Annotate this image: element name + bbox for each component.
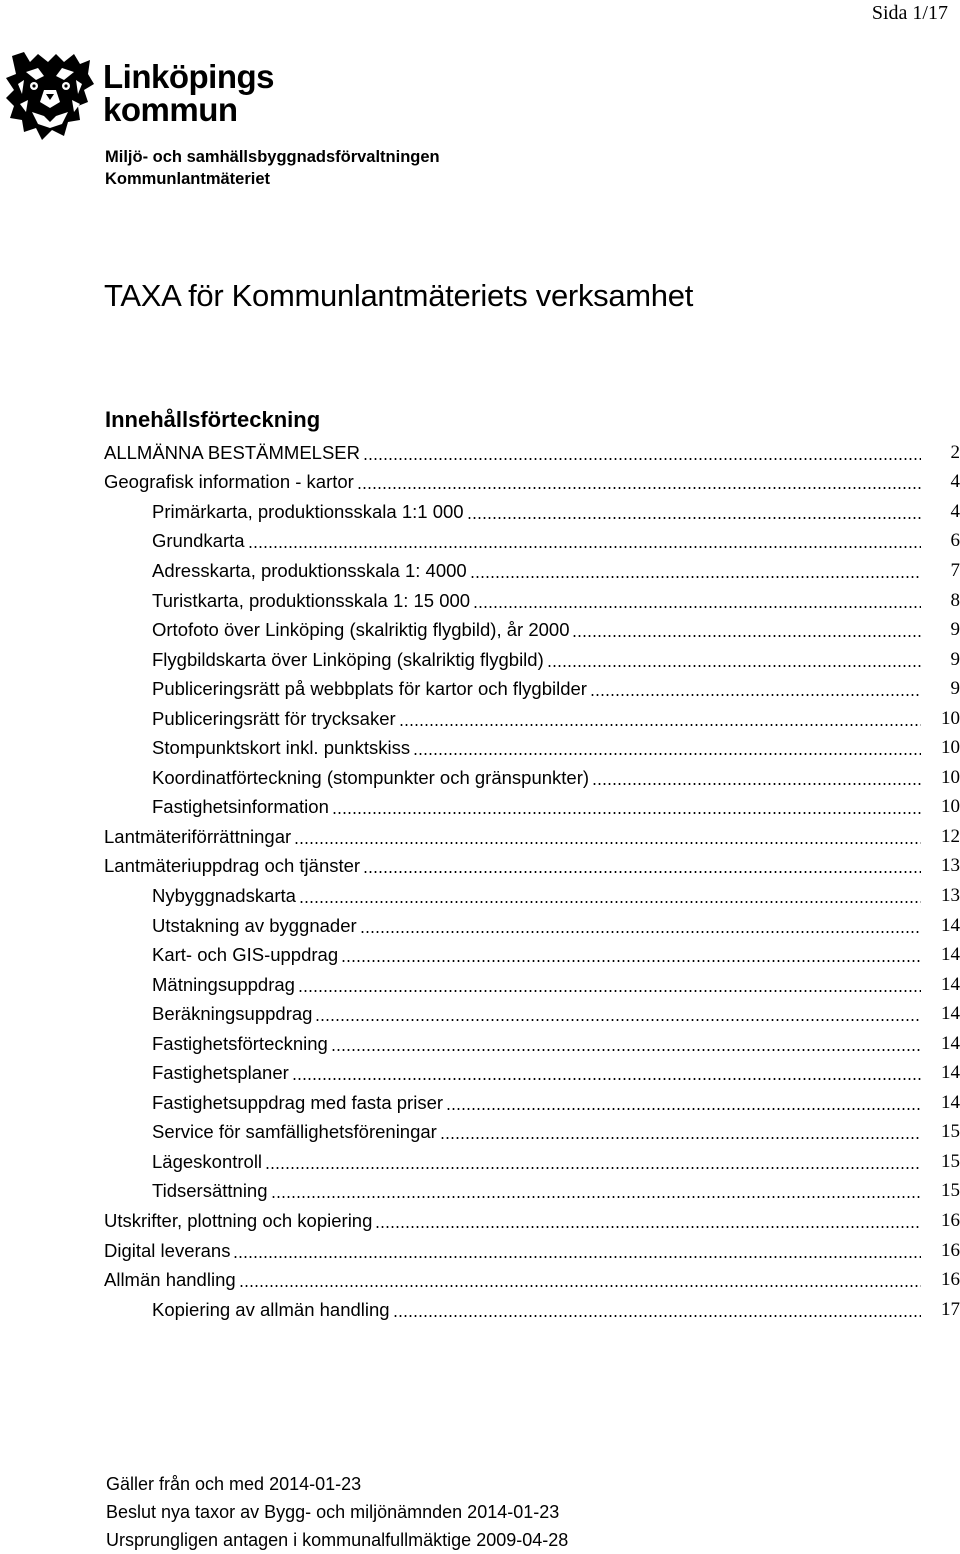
toc-entry-page: 13 (941, 884, 960, 906)
toc-entry-label: Turistkarta, produktionsskala 1: 15 000 (152, 589, 471, 611)
toc-entry[interactable] (0, 1295, 960, 1325)
toc-entry-page: 4 (950, 500, 960, 522)
toc-entry-page: 16 (941, 1209, 960, 1231)
toc-entry-page: 7 (950, 559, 960, 581)
toc-dot-leader (473, 606, 921, 608)
toc-dot-leader (399, 724, 921, 726)
toc-dot-leader (547, 665, 921, 667)
toc-entry-page: 9 (950, 678, 960, 700)
toc-entry-page: 14 (941, 1003, 960, 1025)
toc-entry-page: 12 (941, 825, 960, 847)
toc-entry[interactable] (0, 1236, 960, 1266)
toc-entry[interactable] (0, 497, 960, 527)
toc-entry-page: 16 (941, 1269, 960, 1291)
toc-entry[interactable] (0, 556, 960, 586)
toc-entry-page: 10 (941, 796, 960, 818)
unit-name: Kommunlantmäteriet (105, 170, 271, 188)
toc-entry-label: Fastighetsplaner (152, 1062, 289, 1084)
valid-from-text: Gäller från och med 2014-01-23 (106, 1474, 362, 1494)
toc-entry-label: Digital leverans (104, 1239, 231, 1261)
decision-text: Beslut nya taxor av Bygg- och miljönämnden 2014-01-23 (106, 1502, 560, 1522)
toc-entry[interactable] (0, 674, 960, 704)
toc-dot-leader (271, 1196, 921, 1198)
logo-line-1: Linköpings (103, 58, 274, 95)
toc-entry-page: 10 (941, 737, 960, 759)
toc-dot-leader (294, 842, 921, 844)
toc-entry-page: 16 (941, 1239, 960, 1261)
toc-dot-leader (265, 1167, 921, 1169)
toc-entry-page: 14 (941, 973, 960, 995)
toc-entry-page: 15 (941, 1121, 960, 1143)
toc-dot-leader (299, 901, 921, 903)
table-of-contents (0, 438, 960, 1324)
toc-entry-label: Kart- och GIS-uppdrag (152, 944, 339, 966)
toc-entry-label: Flygbildskarta över Linköping (skalriktig flygbild) (152, 648, 544, 670)
toc-dot-leader (248, 546, 921, 548)
toc-entry[interactable] (0, 911, 960, 941)
organization-block (105, 146, 440, 190)
toc-dot-leader (341, 960, 921, 962)
toc-entry[interactable] (0, 822, 960, 852)
toc-dot-leader (592, 783, 921, 785)
toc-entry[interactable] (0, 1088, 960, 1118)
toc-entry-label: Tidsersättning (152, 1180, 268, 1202)
toc-dot-leader (331, 1049, 921, 1051)
toc-dot-leader (393, 1315, 921, 1317)
toc-entry-label: Service för samfällighetsföreningar (152, 1121, 437, 1143)
toc-dot-leader (470, 576, 921, 578)
footer (106, 1470, 568, 1554)
toc-entry-label: Utskrifter, plottning och kopiering (104, 1209, 373, 1231)
toc-entry-label: ALLMÄNNA BESTÄMMELSER (104, 441, 360, 463)
toc-dot-leader (315, 1019, 921, 1021)
toc-entry[interactable] (0, 615, 960, 645)
toc-entry-page: 17 (941, 1298, 960, 1320)
toc-dot-leader (440, 1137, 921, 1139)
toc-entry-page: 14 (941, 914, 960, 936)
toc-dot-leader (298, 990, 921, 992)
toc-dot-leader (239, 1285, 921, 1287)
toc-entry[interactable] (0, 881, 960, 911)
toc-entry-page: 15 (941, 1180, 960, 1202)
toc-dot-leader (413, 753, 921, 755)
toc-entry-label: Lantmäteriuppdrag och tjänster (104, 855, 361, 877)
toc-entry-page: 8 (950, 589, 960, 611)
toc-heading: Innehållsförteckning (105, 407, 321, 432)
toc-entry-page: 14 (941, 1062, 960, 1084)
toc-entry-label: Adresskarta, produktionsskala 1: 4000 (152, 559, 467, 581)
toc-entry[interactable] (0, 645, 960, 675)
toc-entry-page: 10 (941, 766, 960, 788)
toc-entry-page: 14 (941, 1032, 960, 1054)
toc-dot-leader (292, 1078, 921, 1080)
toc-entry-page: 15 (941, 1150, 960, 1172)
toc-entry-page: 9 (950, 619, 960, 641)
toc-entry-label: Ortofoto över Linköping (skalriktig flygbild), år 2000 (152, 619, 570, 641)
toc-dot-leader (357, 487, 921, 489)
document-title: TAXA för Kommunlantmäteriets verksamhet (104, 278, 694, 313)
toc-dot-leader (467, 517, 921, 519)
toc-entry[interactable] (0, 793, 960, 823)
toc-entry-page: 14 (941, 1091, 960, 1113)
toc-entry-label: Grundkarta (152, 530, 245, 552)
toc-entry-label: Lantmäteriförrättningar (104, 825, 292, 847)
toc-entry-page: 4 (950, 471, 960, 493)
toc-dot-leader (360, 931, 921, 933)
toc-entry[interactable] (0, 586, 960, 616)
toc-entry-label: Beräkningsuppdrag (152, 1003, 313, 1025)
toc-entry-label: Kopiering av allmän handling (152, 1298, 390, 1320)
toc-entry[interactable] (0, 704, 960, 734)
linkoping-lion-crest-icon (4, 50, 96, 142)
toc-entry[interactable] (0, 1206, 960, 1236)
toc-entry[interactable] (0, 852, 960, 882)
toc-entry[interactable] (0, 970, 960, 1000)
toc-dot-leader (363, 458, 921, 460)
toc-dot-leader (590, 694, 921, 696)
toc-entry[interactable] (0, 1058, 960, 1088)
toc-entry-label: Koordinatförteckning (stompunkter och gränspunkter) (152, 766, 590, 788)
toc-dot-leader (375, 1226, 921, 1228)
toc-dot-leader (332, 812, 921, 814)
toc-entry[interactable] (0, 1177, 960, 1207)
toc-entry[interactable] (0, 438, 960, 468)
toc-entry[interactable] (0, 1265, 960, 1295)
toc-entry[interactable] (0, 999, 960, 1029)
page-number: Sida 1/17 (871, 2, 948, 24)
toc-dot-leader (572, 635, 921, 637)
toc-entry-label: Fastighetsförteckning (152, 1032, 328, 1054)
toc-entry[interactable] (0, 1118, 960, 1148)
toc-entry-label: Allmän handling (104, 1269, 236, 1291)
department-name: Miljö- och samhällsbyggnadsförvaltningen (105, 148, 440, 166)
toc-entry-label: Primärkarta, produktionsskala 1:1 000 (152, 500, 464, 522)
toc-entry-page: 6 (950, 530, 960, 552)
toc-entry-label: Nybyggnadskarta (152, 884, 296, 906)
logo-line-2: kommun (103, 91, 238, 128)
originally-adopted-text: Ursprungligen antagen i kommunalfullmäktige 2009-04-28 (106, 1530, 569, 1550)
toc-entry-label: Geografisk information - kartor (104, 471, 354, 493)
linkoping-kommun-logo (4, 50, 294, 142)
toc-entry-label: Mätningsuppdrag (152, 973, 295, 995)
logo-wordmark (103, 60, 274, 126)
toc-entry[interactable] (0, 733, 960, 763)
toc-entry[interactable] (0, 1147, 960, 1177)
toc-dot-leader (233, 1256, 921, 1258)
toc-entry[interactable] (0, 940, 960, 970)
toc-dot-leader (446, 1108, 921, 1110)
toc-entry-label: Stompunktskort inkl. punktskiss (152, 737, 411, 759)
toc-entry-label: Fastighetsinformation (152, 796, 329, 818)
toc-entry[interactable] (0, 1029, 960, 1059)
toc-entry-page: 9 (950, 648, 960, 670)
toc-entry[interactable] (0, 468, 960, 498)
toc-entry-label: Fastighetsuppdrag med fasta priser (152, 1091, 444, 1113)
toc-dot-leader (363, 871, 921, 873)
toc-entry-page: 14 (941, 944, 960, 966)
toc-entry-page: 13 (941, 855, 960, 877)
toc-entry[interactable] (0, 763, 960, 793)
toc-entry-page: 2 (950, 441, 960, 463)
toc-entry[interactable] (0, 527, 960, 557)
toc-entry-label: Publiceringsrätt för trycksaker (152, 707, 396, 729)
toc-entry-label: Publiceringsrätt på webbplats för kartor och flygbilder (152, 678, 587, 700)
toc-entry-page: 10 (941, 707, 960, 729)
toc-entry-label: Lägeskontroll (152, 1150, 263, 1172)
toc-entry-label: Utstakning av byggnader (152, 914, 357, 936)
